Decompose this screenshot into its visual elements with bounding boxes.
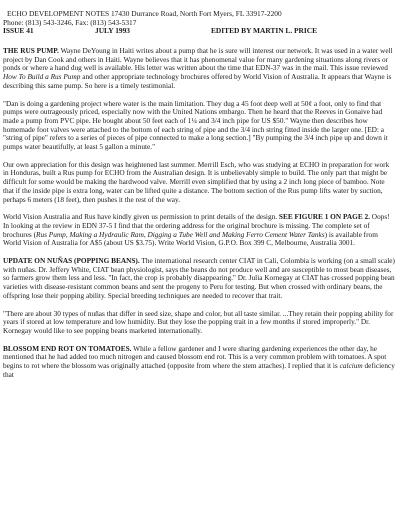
paragraph-text: Oops! In looking at the review in EDN 37-5 I find that the ordering address for the original brochure is missing. The complete set of brochures ( (3, 212, 390, 239)
nunas-heading: UPDATE ON NUÑAS (POPPING BEANS). (3, 256, 140, 266)
paragraph-text: The international research center CIAT in Cali, Colombia is working (on a small scale) with nuñas. Dr. Jeffery White, CIAT bean physiologist, says the beans do not produce well and are susceptible to most bean diseases, so farmers grow them less and less. "In fact, the crop is probably disappearing." Dr. Julia Kornegay at CIAT has crossed popping bean varieties with disease-resistant common beans and sent the progeny to Peru for testing. But when crossed with ordinary beans, the offspring lose their popping ability. Special breeding techniques are needed to recover that trait. (3, 256, 395, 300)
paragraph-text: deficiency that (3, 361, 395, 379)
paragraph-text: "There are about 30 types of nuñas that differ in seed size, shape and color, but all taste similar. ...They retain their popping ability for years if stored at low temperature and low humidity. But they lose the popping trait in a few months if stored improperly." Dr. Kornegay would like to see popping beans marketed internationally. (3, 308, 394, 335)
paragraph-text: ) is available from World Vision of Australia for A$5 (about US $3.75). Write World Vision, G.P.O. Box 399 C, Melbourne, Australia 3001. (3, 229, 378, 248)
newsletter-header (3, 10, 397, 36)
header-issue-line (3, 27, 397, 36)
world-vision-paragraph (3, 213, 395, 248)
header-phone-fax: Phone: (813) 543-3246, Fax: (813) 543-5317 (3, 17, 137, 27)
brochure-list: Rus Pump, Making a Hydraulic Ram, Digging a Tube Well and Making Ferro Cement Water Tanks (36, 229, 325, 239)
article-body (3, 47, 395, 389)
figure-reference: SEE FIGURE 1 ON PAGE 2. (278, 212, 370, 222)
paragraph-text: While a fellow gardener and I were sharing gardening experiences the other day, he mentioned that he had added too much nitrogen and caused blossom end rot. This is a very common problem with tomatoes. A spot begins to rot where the blossom was originally attached (opposite from where the stem attaches). I replied that it is (3, 343, 387, 371)
blossom-end-rot-heading: BLOSSOM END ROT ON TOMATOES. (3, 343, 132, 353)
paragraph-text: World Vision Australia and Rus have kindly given us permission to print details of the design. (3, 212, 279, 222)
rus-pump-quote-paragraph (3, 100, 395, 152)
nunas-quote-paragraph (3, 310, 395, 336)
rus-pump-heading: THE RUS PUMP. (3, 46, 59, 55)
brochure-title: How To Build a Rus Pump (3, 72, 81, 82)
issue-date: JULY 1993 (95, 26, 130, 36)
paragraph-text: "Dan is doing a gardening project where water is the main limitation. They dug a 45 foot deep well at 50¢ a foot, only to find that pumps were outrageously priced, especially now with the United Nations embargo. Then he heard that the Reeves in Gonaive had made a pump from PVC pipe. He bought about 50 feet each of 1¼ and 3/4 inch pipe for US $50." Wayne then describes how homemade foot valves were attached to the bottom of each string of pipe and the 3/4 inch string fitted inside the larger one. [ED: a "string of pipe" refers to a series of pieces of pipe connected to make a long section.] "By pumping the 3/4 inch pipe up and down it pumps water beautifully, at least 5 gallon a minute." (3, 98, 388, 152)
editor-credit: EDITED BY MARTIN L. PRICE (211, 26, 318, 36)
nunas-update-paragraph (3, 257, 395, 301)
rus-pump-intro-paragraph (3, 47, 395, 91)
paragraph-text: and other appropriate technology brochures offered by World Vision of Australia. It appears that Wayne is describing this same pump. So here is a timely testimonial. (3, 72, 392, 90)
rus-pump-appreciation-paragraph (3, 161, 395, 205)
issue-number: ISSUE 41 (3, 26, 34, 36)
paragraph-text: Wayne DeYoung in Haiti writes about a pump that he is sure will interest our network. It was used in a water well project by Dan Cook and others in Haiti. Wayne believes that it has phenomenal value for many gardening situations along rivers or ponds or where a hand dug well is available. His letter was written about the time that EDN-37 was in the mail. This issue reviewed (3, 46, 393, 73)
blossom-end-rot-paragraph (3, 345, 395, 380)
header-address: ECHO DEVELOPMENT NOTES 17430 Durrance Road, North Fort Myers, FL 33917-2200 (7, 9, 282, 18)
paragraph-text: Our own appreciation for this design was heightened last summer. Merrill Esch, who was studying at ECHO in preparation for work in Honduras, built a Rus pump for ECHO from the Australian design. It is unbelievably simple to build. The only part that might be difficult for some would be making the hardwood valve. Merrill even simplified that by using a 2 inch long piece of bamboo. Note that if the inside pipe is extra long, water can be lifted quite a distance. The bottom section of the Rus pump lifts water by suction, perhaps 6 meters (18 feet), then pushes it the rest of the way. (3, 159, 390, 204)
emphasis-calcium: calcium (339, 361, 363, 371)
